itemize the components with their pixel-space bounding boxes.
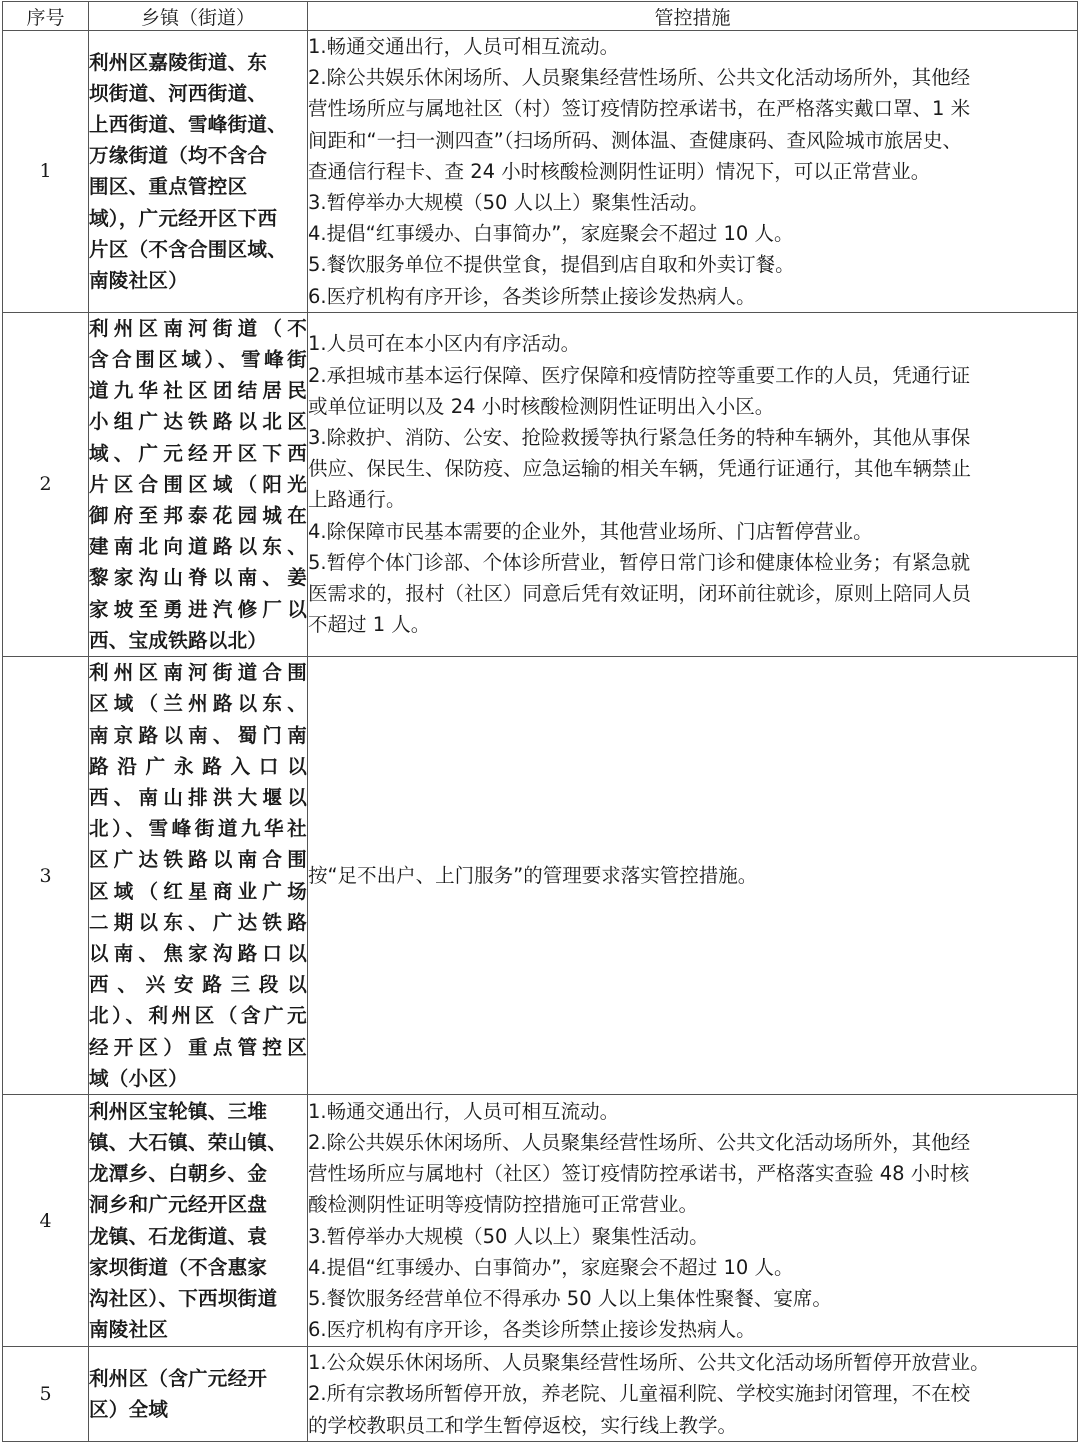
- town-text-line: 沟社区）、下西坝街道: [89, 1286, 278, 1310]
- header-control-measures: 管控措施: [308, 2, 1078, 31]
- row-control-measures: [308, 312, 1078, 656]
- measure-text-line: 按“足不出户、上门服务”的管理要求落实管控措施。: [308, 863, 758, 887]
- town-text-line: 镇、大石镇、荣山镇、: [89, 1130, 288, 1154]
- measure-text-line: 间距和“一扫一测四查”（扫场所码、测体温、查健康码、查风险城市旅居史、: [308, 128, 962, 152]
- measure-text-line: 医需求的，报村（社区）同意后凭有效证明，闭环前往就诊，原则上陪同人员: [308, 582, 972, 606]
- town-text-line: 区域（兰州路以东、: [89, 692, 307, 716]
- row-town-street: [89, 1347, 308, 1442]
- town-text-line: 域、广元经开区下西: [89, 441, 307, 465]
- town-text-line: 西、南山排洪大堰以: [89, 785, 307, 809]
- town-text-line: 道九华社区团结居民: [89, 379, 307, 403]
- town-text-line: 家坡至勇进汽修厂以: [89, 597, 307, 621]
- town-text-line: 南陵社区: [89, 1318, 169, 1342]
- measure-text-line: 6.医疗机构有序开诊，各类诊所禁止接诊发热病人。: [308, 1318, 756, 1342]
- measure-text-line: 酸检测阴性证明等疫情防控措施可正常营业。: [308, 1193, 699, 1217]
- town-text-line: 家坝街道（不含惠家: [89, 1255, 268, 1279]
- town-text-line: 利州区嘉陵街道、东: [89, 50, 268, 74]
- measure-text-line: 1.畅通交通出行，人员可相互流动。: [308, 1099, 620, 1123]
- town-text-line: 片区合围区域（阳光: [89, 472, 307, 496]
- table-row: [3, 31, 1078, 313]
- table-body: [3, 31, 1078, 1442]
- town-text-line: 路沿广永路入口以: [89, 754, 307, 778]
- town-text-line: 坝街道、河西街道、: [89, 81, 268, 105]
- town-text-line: 以南、焦家沟路口以: [89, 941, 307, 965]
- town-text-line: 万缘街道（均不含合: [89, 144, 268, 168]
- town-text-line: 南陵社区）: [89, 269, 189, 293]
- town-text-line: 二期以东、广达铁路: [89, 910, 307, 934]
- measure-text-line: 1.人员可在本小区内有序活动。: [308, 332, 581, 356]
- row-control-measures: [308, 1347, 1078, 1442]
- town-text-line: 区广达铁路以南合围: [89, 848, 307, 872]
- measure-text-line: 1.畅通交通出行，人员可相互流动。: [308, 35, 620, 58]
- town-text-line: 御府至邦泰花园城在: [89, 504, 307, 528]
- town-text-line: 黎家沟山脊以南、姜: [89, 566, 307, 590]
- row-serial-number: 3: [3, 657, 89, 1095]
- town-text-line: 上西街道、雪峰街道、: [89, 113, 288, 136]
- measure-text-line: 1.公众娱乐休闲场所、人员聚集经营性场所、公共文化活动场所暂停开放营业。: [308, 1351, 990, 1375]
- measure-text-line: 或单位证明以及 24 小时核酸检测阴性证明出入小区。: [308, 394, 775, 418]
- town-text-line: 利州区（含广元经开: [89, 1366, 268, 1390]
- row-control-measures: [308, 657, 1078, 1095]
- measure-text-line: 上路通行。: [308, 488, 406, 512]
- town-text-line: 域），广元经开区下西: [89, 206, 278, 230]
- town-text-line: 西、宝成铁路以北）: [89, 628, 268, 652]
- town-text-line: 南京路以南、蜀门南: [89, 723, 307, 747]
- measure-text-line: 4.提倡“红事缓办、白事简办”，家庭聚会不超过 10 人。: [308, 1255, 794, 1279]
- measure-text-line: 3.暂停举办大规模（50 人以上）聚集性活动。: [308, 1224, 709, 1248]
- measure-text-line: 5.餐饮服务单位不提供堂食，提倡到店自取和外卖订餐。: [308, 253, 795, 277]
- measure-text-line: 6.医疗机构有序开诊，各类诊所禁止接诊发热病人。: [308, 284, 756, 308]
- table-row: [3, 1095, 1078, 1347]
- measure-text-line: 2.承担城市基本运行保障、医疗保障和疫情防控等重要工作的人员，凭通行证: [308, 363, 971, 387]
- town-text-line: 利州区南河街道合围: [89, 661, 307, 685]
- control-measures-table: [2, 1, 1078, 1442]
- row-town-street: [89, 657, 308, 1095]
- measure-text-line: 查通信行程卡、查 24 小时核酸检测阴性证明）情况下，可以正常营业。: [308, 159, 931, 183]
- town-text-line: 建南北向道路以东、: [89, 535, 307, 559]
- table-header-row: [3, 2, 1078, 31]
- row-serial-number: 4: [3, 1095, 89, 1347]
- town-text-line: 片区（不含合围区域、: [89, 237, 288, 261]
- measure-text-line: 的学校教职员工和学生暂停返校，实行线上教学。: [308, 1413, 738, 1437]
- town-text-line: 含合围区域）、雪峰街: [89, 348, 307, 372]
- measure-text-line: 2.所有宗教场所暂停开放，养老院、儿童福利院、学校实施封闭管理，不在校: [308, 1382, 971, 1406]
- row-control-measures: [308, 1095, 1078, 1347]
- town-text-line: 域（小区）: [89, 1066, 189, 1090]
- row-serial-number: 5: [3, 1347, 89, 1442]
- town-text-line: 洞乡和广元经开区盘: [89, 1193, 268, 1217]
- row-serial-number: 1: [3, 31, 89, 313]
- town-text-line: 利州区宝轮镇、三堆: [89, 1099, 268, 1123]
- town-text-line: 北）、利州区（含广元: [89, 1004, 307, 1028]
- town-text-line: 区）全域: [89, 1398, 169, 1422]
- town-text-line: 北）、雪峰街道九华社: [89, 817, 307, 841]
- town-text-line: 区域（红星商业广场: [89, 879, 307, 903]
- town-text-line: 围区、重点管控区: [89, 175, 248, 199]
- measure-text-line: 3.暂停举办大规模（50 人以上）聚集性活动。: [308, 191, 709, 215]
- measure-text-line: 5.餐饮服务经营单位不得承办 50 人以上集体性聚餐、宴席。: [308, 1286, 832, 1310]
- town-text-line: 经开区）重点管控区: [89, 1035, 307, 1059]
- town-text-line: 西、兴安路三段以: [89, 973, 307, 997]
- header-town-street: 乡镇（街道）: [89, 2, 308, 31]
- measure-text-line: 5.暂停个体门诊部、个体诊所营业，暂停日常门诊和健康体检业务；有紧急就: [308, 550, 971, 574]
- table-row: [3, 657, 1078, 1095]
- measure-text-line: 营性场所应与属地村（社区）签订疫情防控承诺书，严格落实查验 48 小时核: [308, 1162, 970, 1186]
- town-text-line: 龙镇、石龙街道、袁: [89, 1224, 268, 1248]
- measure-text-line: 不超过 1 人。: [308, 613, 431, 637]
- measure-text-line: 4.除保障市民基本需要的企业外，其他营业场所、门店暂停营业。: [308, 519, 873, 543]
- row-town-street: [89, 1095, 308, 1347]
- measure-text-line: 营性场所应与属地社区（村）签订疫情防控承诺书，在严格落实戴口罩、1 米: [308, 97, 971, 121]
- table-row: [3, 1347, 1078, 1442]
- row-control-measures: [308, 31, 1078, 313]
- measure-text-line: 4.提倡“红事缓办、白事简办”，家庭聚会不超过 10 人。: [308, 222, 794, 246]
- header-serial-number: 序号: [3, 2, 89, 31]
- measure-text-line: 供应、保民生、保防疫、应急运输的相关车辆，凭通行证通行，其他车辆禁止: [308, 457, 972, 481]
- row-town-street: [89, 31, 308, 313]
- measure-text-line: 2.除公共娱乐休闲场所、人员聚集经营性场所、公共文化活动场所外，其他经: [308, 1130, 971, 1154]
- measure-text-line: 2.除公共娱乐休闲场所、人员聚集经营性场所、公共文化活动场所外，其他经: [308, 66, 971, 90]
- town-text-line: 小组广达铁路以北区: [89, 410, 307, 434]
- row-town-street: [89, 312, 308, 656]
- table-row: [3, 312, 1078, 656]
- measure-text-line: 3.除救护、消防、公安、抢险救援等执行紧急任务的特种车辆外，其他从事保: [308, 426, 971, 450]
- town-text-line: 利州区南河街道（不: [89, 316, 307, 340]
- town-text-line: 龙潭乡、白朝乡、金: [89, 1162, 268, 1186]
- row-serial-number: 2: [3, 312, 89, 656]
